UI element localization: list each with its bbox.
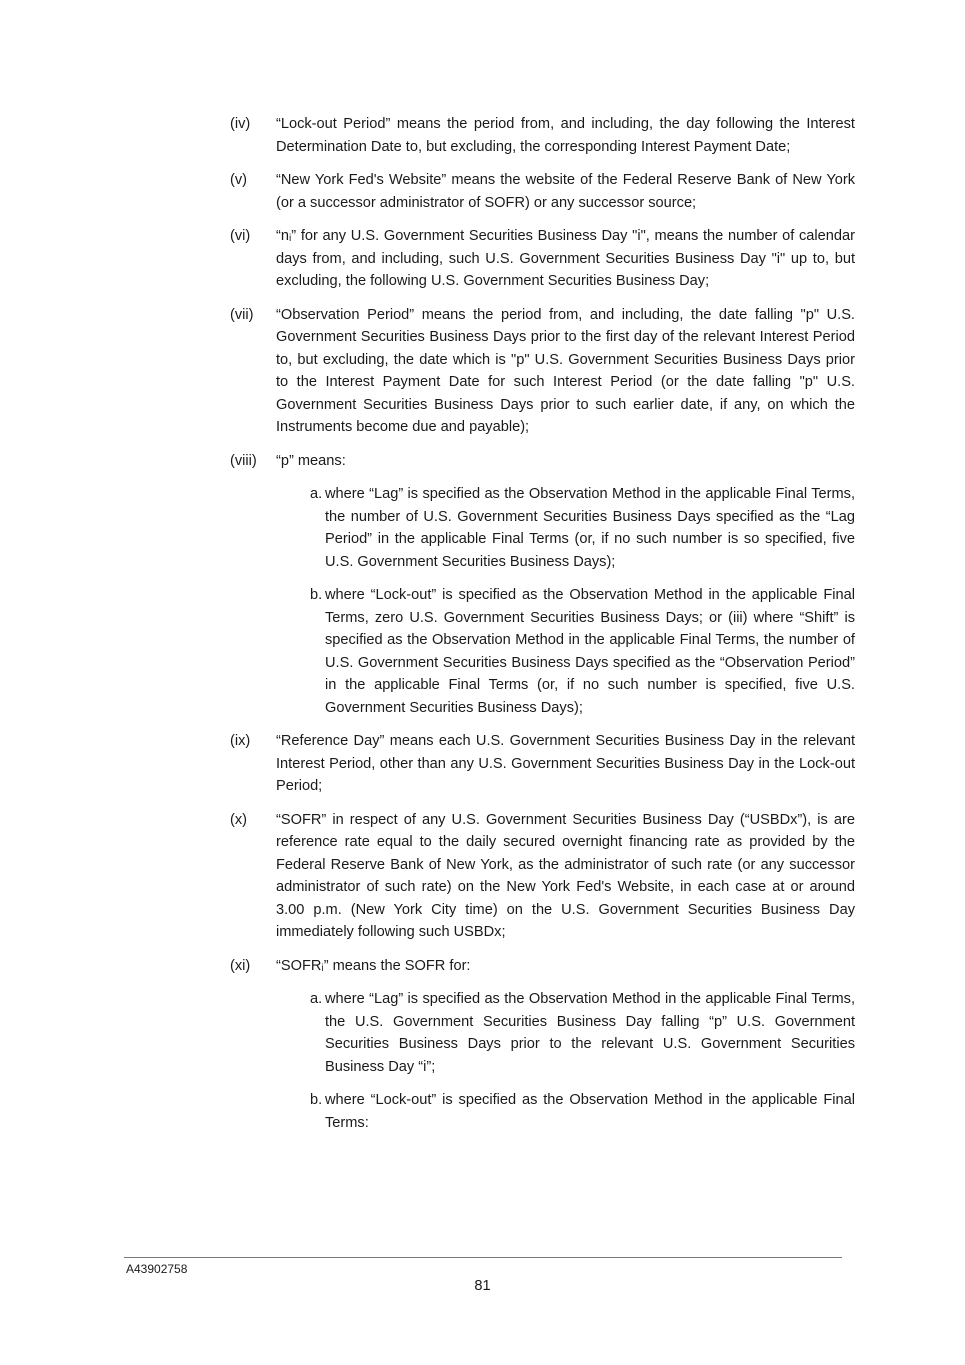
item-number: (x)	[230, 811, 248, 828]
p-subitem-a	[310, 483, 855, 573]
definition-sofri	[230, 955, 855, 978]
item-number: (v)	[230, 172, 248, 188]
document-body	[230, 113, 855, 1145]
item-number: (iv)	[230, 116, 251, 132]
item-text: “Reference Day” means each U.S. Government Securities Business Day in the relevant Interest Period, other than any U.S. Government Securities Business Day in the Lock-out Period;	[276, 733, 855, 794]
page-number: 81	[474, 1278, 491, 1294]
subitem-label: b.	[310, 1092, 323, 1108]
item-text: “SOFR” in respect of any U.S. Government Securities Business Day (“USBDx”), is are reference rate equal to the daily secured overnight financing rate as provided by the Federal Reserve Bank of New York, as the administrator of such rate (or any successor administrator of such rate) on the New York Fed's Website, in each case at or around 3.00 p.m. (New York City time) on the U.S. Government Securities Business Day immediately following such USBDx;	[276, 811, 855, 940]
item-text: “p” means:	[276, 452, 346, 469]
item-text: “Lock-out Period” means the period from, and including, the day following the Interest Determination Date to, but excluding, the corresponding Interest Payment Date;	[276, 116, 855, 155]
subitem-label: a.	[310, 486, 323, 502]
p-subitem-b	[310, 584, 855, 719]
subitem-text: where “Lag” is specified as the Observation Method in the applicable Final Terms, the number of U.S. Government Securities Business Days specified as the “Lag Period” in the applicable Final Terms (or, if no such number is so specified, five U.S. Government Securities Business Days);	[325, 486, 855, 570]
sofri-subitem-b	[310, 1089, 855, 1134]
subitem-text: where “Lock-out” is specified as the Observation Method in the applicable Final Terms:	[325, 1092, 855, 1131]
item-number: (ix)	[230, 733, 251, 749]
document-reference: A43902758	[126, 1262, 188, 1276]
item-number: (viii)	[230, 452, 257, 469]
item-number: (vii)	[230, 306, 254, 323]
definition-sofr	[230, 809, 855, 944]
footer-divider	[124, 1257, 842, 1258]
subitem-label: b.	[310, 587, 323, 603]
definition-new-york-fed-website	[230, 169, 855, 214]
item-text: “nᵢ” for any U.S. Government Securities Business Day "i", means the number of calendar days from, and including, such U.S. Government Securities Business Day "i" up to, but excluding, the following U.S. Government Securities Business Day;	[276, 228, 855, 289]
definition-ni	[230, 225, 855, 293]
item-number: (vi)	[230, 228, 251, 244]
definition-reference-day	[230, 730, 855, 798]
item-text: “Observation Period” means the period from, and including, the date falling "p" U.S. Government Securities Business Days prior to the first day of the relevant Interest Period to, but excluding, the date which is "p" U.S. Government Securities Business Days prior to the Interest Payment Date for such Interest Period (or the date falling "p" U.S. Government Securities Business Days prior to such earlier date, if any, on which the Instruments become due and payable);	[276, 306, 855, 435]
subitem-text: where “Lock-out” is specified as the Observation Method in the applicable Final Terms, zero U.S. Government Securities Business Days; or (iii) where “Shift” is specified as the Observation Method in the applicable Final Terms, the number of U.S. Government Securities Business Days specified as the “Observation Period” in the applicable Final Terms (or, if no such number is specified, five U.S. Government Securities Business Days);	[325, 587, 855, 716]
item-number: (xi)	[230, 957, 251, 974]
definition-p	[230, 450, 855, 473]
subitem-label: a.	[310, 991, 323, 1007]
sofri-subitem-a	[310, 988, 855, 1078]
item-text: “SOFRᵢ” means the SOFR for:	[276, 957, 471, 974]
subitem-text: where “Lag” is specified as the Observation Method in the applicable Final Terms, the U.S. Government Securities Business Day falling “p” U.S. Government Securities Business Days prior to the relevant U.S. Government Securities Business Day “i”;	[325, 991, 855, 1075]
definition-observation-period	[230, 304, 855, 439]
definition-lock-out-period	[230, 113, 855, 158]
item-text: “New York Fed's Website” means the website of the Federal Reserve Bank of New York (or a successor administrator of SOFR) or any successor source;	[276, 172, 855, 211]
